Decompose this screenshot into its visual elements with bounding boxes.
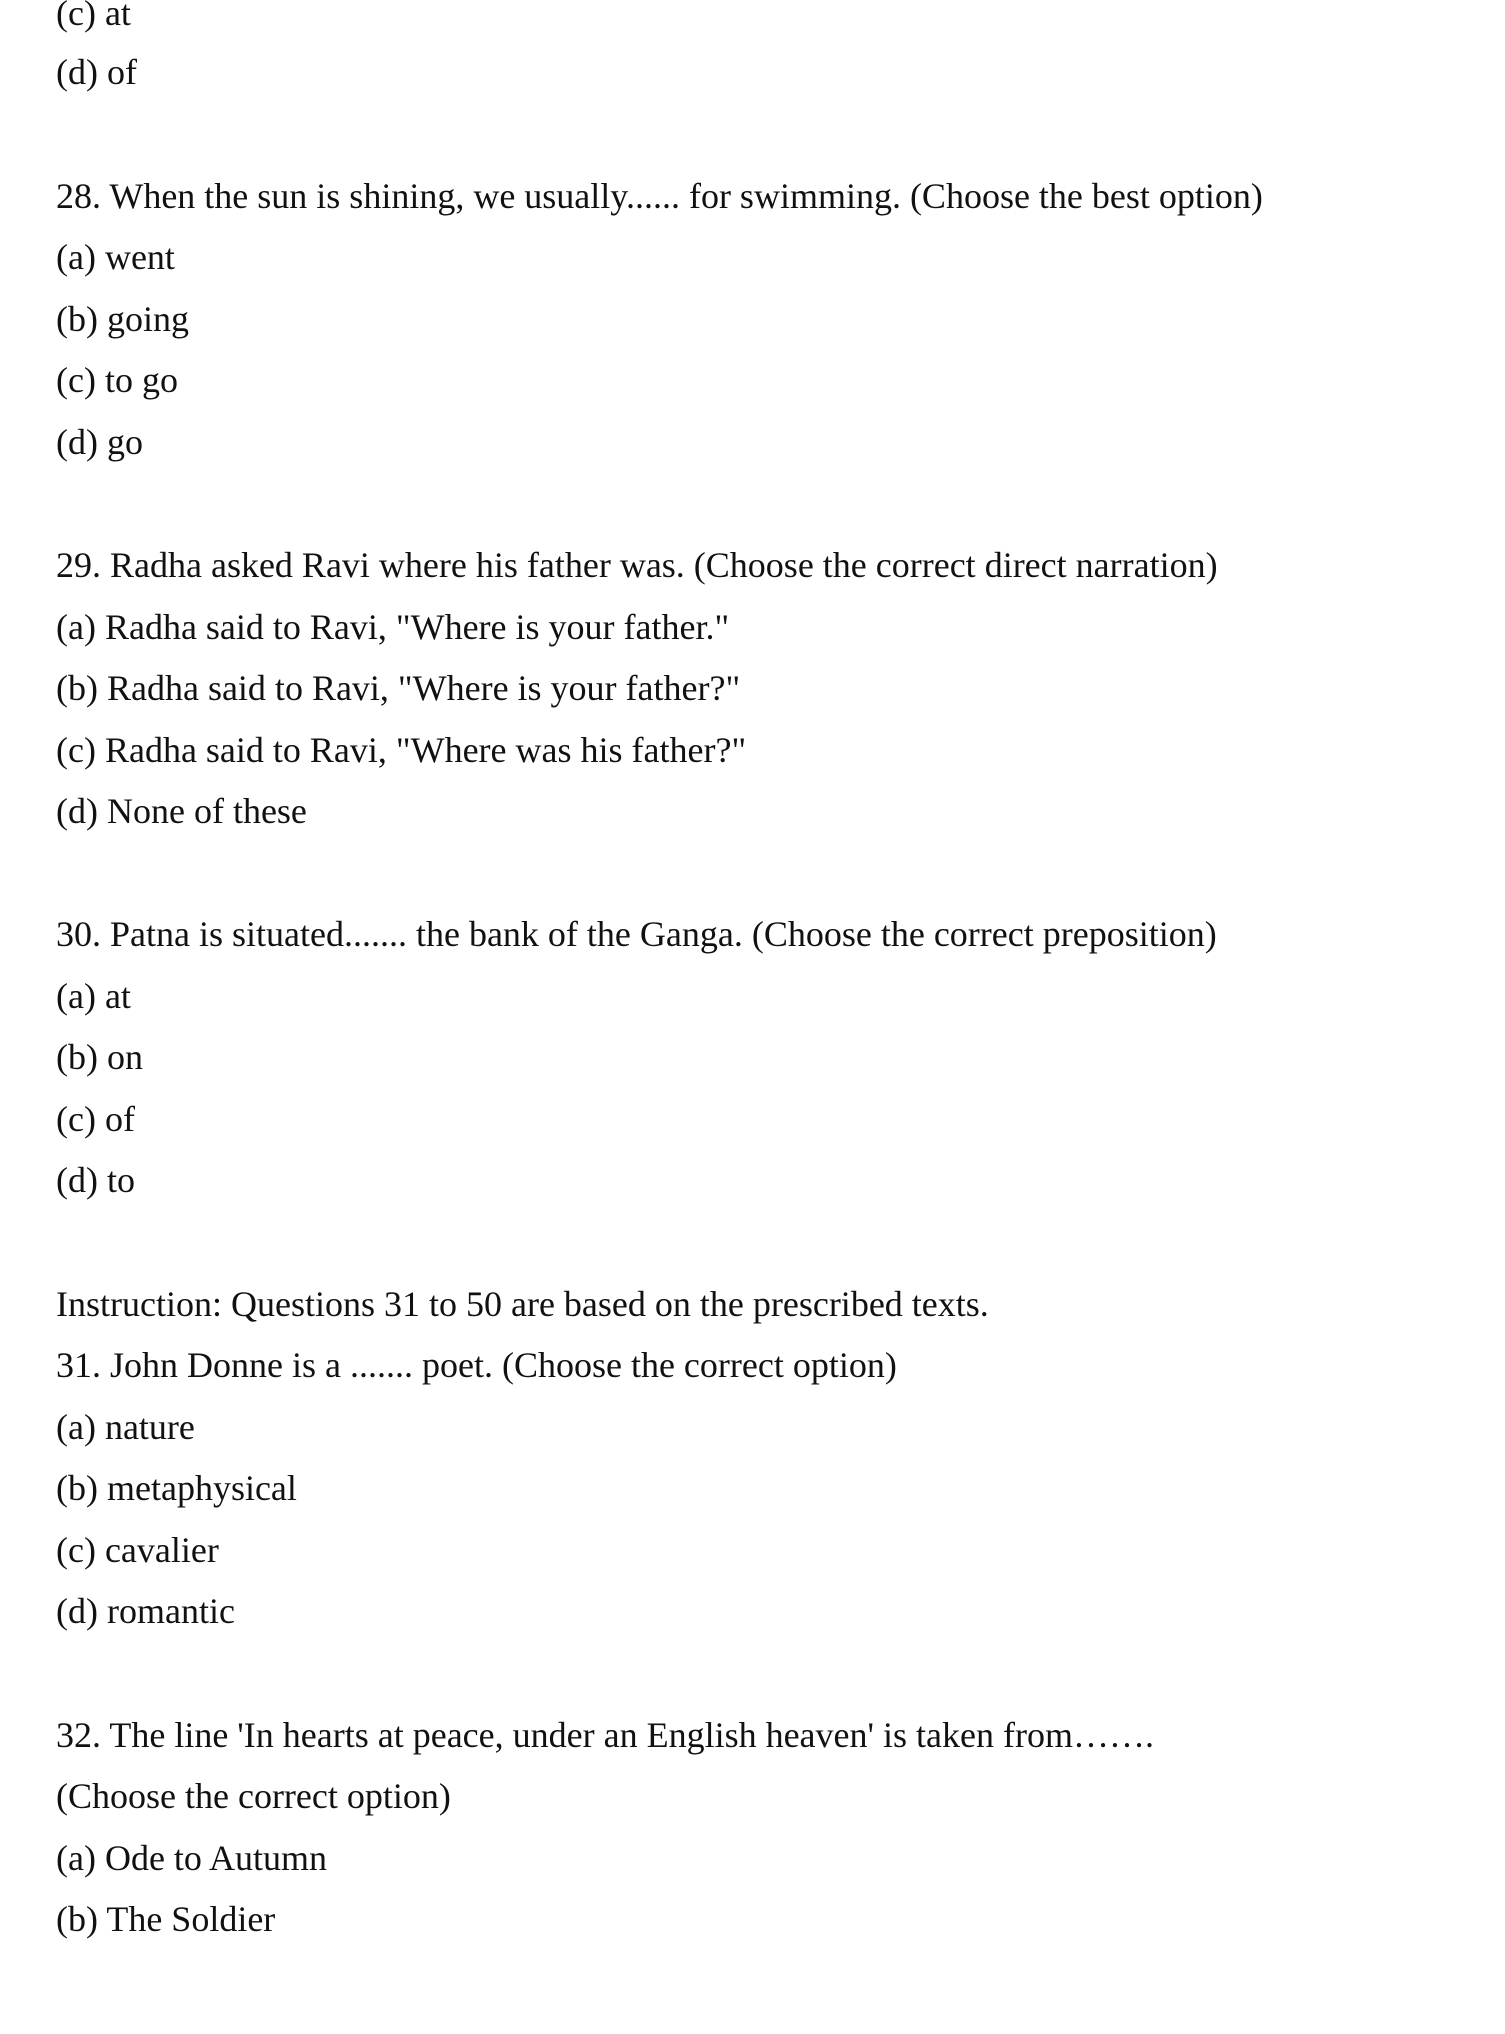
- q31-option-b: (b) metaphysical: [56, 1468, 297, 1508]
- q31-option-d: (d) romantic: [56, 1591, 235, 1631]
- q32-option-b: (b) The Soldier: [56, 1899, 276, 1939]
- q30-question: 30. Patna is situated....... the bank of the Ganga. (Choose the correct preposition): [56, 914, 1217, 954]
- q28-question: 28. When the sun is shining, we usually...... for swimming. (Choose the best option): [56, 176, 1263, 216]
- q31-option-a: (a) nature: [56, 1407, 195, 1447]
- q27-option-d: (d) of: [56, 52, 137, 92]
- q30-option-c: (c) of: [56, 1099, 135, 1139]
- q29-option-c: (c) Radha said to Ravi, "Where was his father?": [56, 730, 747, 770]
- q32-question-continued: (Choose the correct option): [56, 1776, 451, 1816]
- q28-option-d: (d) go: [56, 422, 143, 462]
- q32-question: 32. The line 'In hearts at peace, under an English heaven' is taken from…….: [56, 1715, 1154, 1755]
- q28-option-c: (c) to go: [56, 360, 178, 400]
- q29-option-d: (d) None of these: [56, 791, 307, 831]
- q27-option-c: (c) at: [56, 0, 131, 33]
- q30-option-d: (d) to: [56, 1160, 135, 1200]
- q30-option-a: (a) at: [56, 976, 131, 1016]
- q31-question: 31. John Donne is a ....... poet. (Choose the correct option): [56, 1345, 897, 1385]
- q29-question: 29. Radha asked Ravi where his father was. (Choose the correct direct narration): [56, 545, 1218, 585]
- section-instruction: Instruction: Questions 31 to 50 are based on the prescribed texts.: [56, 1284, 989, 1324]
- q29-option-a: (a) Radha said to Ravi, "Where is your father.": [56, 607, 730, 647]
- q32-option-a: (a) Ode to Autumn: [56, 1838, 327, 1878]
- q29-option-b: (b) Radha said to Ravi, "Where is your father?": [56, 668, 741, 708]
- q30-option-b: (b) on: [56, 1037, 143, 1077]
- q28-option-a: (a) went: [56, 237, 175, 277]
- q28-option-b: (b) going: [56, 299, 189, 339]
- q31-option-c: (c) cavalier: [56, 1530, 219, 1570]
